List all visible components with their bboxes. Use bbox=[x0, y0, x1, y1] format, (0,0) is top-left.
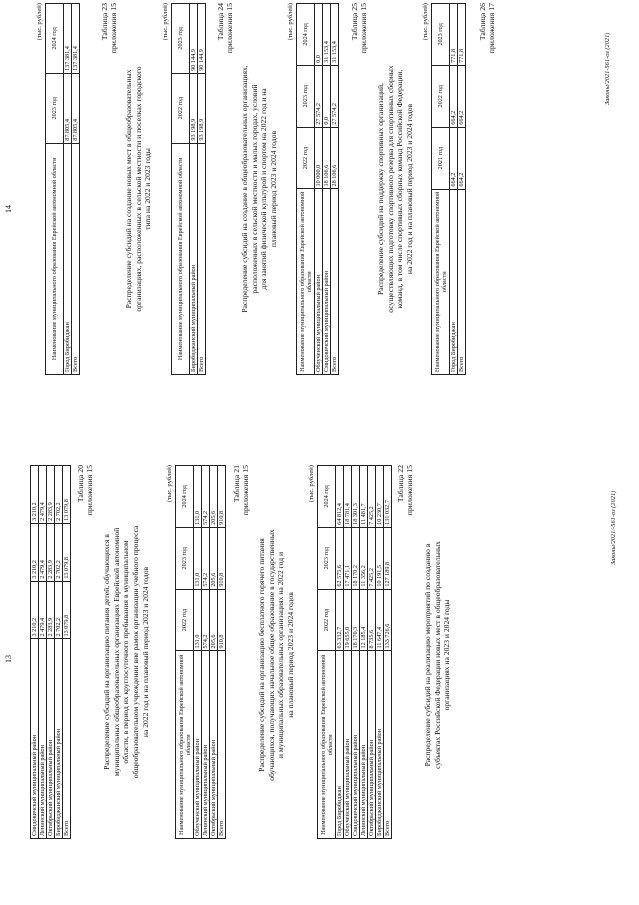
table23-unit: (тыс. рублей) bbox=[162, 3, 169, 41]
value-cell: 8 735,6 bbox=[368, 589, 376, 651]
table-row bbox=[384, 466, 392, 839]
value-cell: 7 425,2 bbox=[368, 527, 376, 589]
table25 bbox=[431, 3, 466, 375]
table23-header-2022: 2022 год bbox=[172, 73, 190, 143]
top-table-header-name: Наименование муниципального образования Еврейской автономной области bbox=[46, 143, 64, 374]
table-row bbox=[450, 4, 458, 375]
value-cell: 93 198,9 bbox=[190, 73, 198, 143]
row-name-cell: Всего bbox=[384, 651, 392, 839]
table23-header-2023: 2023 год bbox=[172, 4, 190, 74]
value-cell: 3 210,2 bbox=[31, 581, 39, 639]
table21 bbox=[317, 465, 392, 839]
value-cell: 664,2 bbox=[450, 127, 458, 189]
row-name-cell: Октябрьский муниципальный район bbox=[210, 651, 218, 839]
value-cell: 31 153,4 bbox=[323, 4, 331, 66]
value-cell: 18 106,6 bbox=[323, 127, 331, 189]
table20-heading: Распределение субсидий на организацию питания детей, обучающихся в муниципальных общеобразовательных организациях Еврейской автономной области, в период их круглосуточного пребывания в муниципальном общеобразовательном учреждении вне рамок организации учебного процесса на 2022 год и на плановый период 2023 и 2024 годов bbox=[102, 525, 150, 779]
row-name-cell: Всего bbox=[63, 639, 71, 839]
table-row bbox=[315, 4, 323, 375]
table-row bbox=[47, 466, 55, 839]
table21-heading: Распределение субсидий на организацию бесплатного горячего питания обучающихся, получающих начальное общее образование в государственных и муниципальных образовательных организациях на 2022 год и на плановый период 2023 и 2024 годов bbox=[257, 529, 296, 781]
row-name-cell: Октябрьский муниципальный район bbox=[47, 639, 55, 839]
value-cell: 2 479,4 bbox=[39, 581, 47, 639]
value-cell: 0,0 bbox=[323, 65, 331, 127]
table-row bbox=[458, 4, 466, 375]
table25-header-2023: 2023 год bbox=[432, 4, 450, 66]
value-cell: 11 356,2 bbox=[360, 527, 368, 589]
page-number-14: 14 bbox=[4, 205, 13, 213]
value-cell: 10 000,0 bbox=[315, 127, 323, 189]
table24-header-2024: 2024 год bbox=[297, 4, 315, 66]
value-cell: 90 144,9 bbox=[190, 4, 198, 74]
value-cell: 2 702,2 bbox=[55, 466, 63, 524]
row-name-cell: Смидовичский муниципальный район bbox=[323, 189, 331, 375]
table25-header-name: Наименование муниципального образования Еврейской автономной области bbox=[432, 189, 450, 374]
value-cell: 131,0 bbox=[194, 466, 202, 528]
table20-label: Таблица 20 приложения 15 bbox=[76, 465, 95, 516]
value-cell: 205,6 bbox=[210, 466, 218, 528]
table-row bbox=[72, 4, 80, 375]
page-number-13: 13 bbox=[4, 655, 13, 663]
table-row bbox=[368, 466, 376, 839]
value-cell: 3 210,2 bbox=[31, 466, 39, 524]
table-row bbox=[336, 466, 344, 839]
table-row bbox=[360, 466, 368, 839]
table-row bbox=[376, 466, 384, 839]
table-row bbox=[64, 4, 72, 375]
table21-header-2023: 2023 год bbox=[318, 527, 336, 589]
table23-label: Таблица 23 приложения 15 bbox=[100, 3, 119, 54]
table-row bbox=[331, 4, 339, 375]
row-name-cell: Облученский муниципальный район bbox=[194, 651, 202, 839]
table24-label: Таблица 24 приложения 15 bbox=[216, 3, 235, 54]
table25-label: Таблица 25 приложения 15 bbox=[350, 3, 369, 54]
right-top-table bbox=[45, 3, 80, 375]
row-name-cell: Смидовичский муниципальный район bbox=[352, 651, 360, 839]
table20 bbox=[175, 465, 226, 839]
table-row bbox=[218, 466, 226, 839]
value-cell: 3 210,2 bbox=[31, 523, 39, 581]
top-table-unit: (тыс. рублей) bbox=[36, 3, 43, 41]
table-row bbox=[63, 466, 71, 839]
value-cell: 64 812,4 bbox=[336, 466, 344, 528]
value-cell: 19 655,0 bbox=[344, 589, 352, 651]
table-row bbox=[210, 466, 218, 839]
row-name-cell: Город Биробиджан bbox=[450, 189, 458, 374]
table-row bbox=[323, 4, 331, 375]
value-cell: 17 471,1 bbox=[344, 527, 352, 589]
value-cell: 131,0 bbox=[194, 527, 202, 589]
table24-unit: (тыс. рублей) bbox=[287, 3, 294, 41]
value-cell: 771,8 bbox=[458, 4, 466, 66]
row-name-cell: Смидовичский муниципальный район bbox=[31, 639, 39, 839]
row-name-cell: Ленинский муниципальный район bbox=[202, 651, 210, 839]
value-cell: 18 170,3 bbox=[352, 589, 360, 651]
value-cell: 2 283,9 bbox=[47, 466, 55, 524]
footer-mark-left: Законы/2021/-561-оз (2021) bbox=[610, 490, 617, 565]
value-cell: 131 032,7 bbox=[384, 466, 392, 528]
row-name-cell: Биробиджанский муниципальный район bbox=[376, 651, 384, 839]
table25-heading: Распределение субсидий на поддержку спортивных организаций, осуществляющих подготовку спортивного резерва для спортивных сборных команд, в том числе спортивных сборных команд Российской Федерации, на 2022 год и на плановый период 2023 и 2024 годов bbox=[376, 65, 415, 313]
value-cell: 664,2 bbox=[458, 65, 466, 127]
table22-heading: Распределение субсидий на реализацию мероприятий по созданию в субъектах Российской Федерации новых мест в общеобразовательных организациях на 2023 и 2024 годы bbox=[423, 541, 452, 769]
row-name-cell: Всего bbox=[331, 189, 339, 375]
value-cell: 18 170,2 bbox=[352, 527, 360, 589]
row-name-cell: Ленинский муниципальный район bbox=[360, 651, 368, 839]
table20-unit: (тыс. рублей) bbox=[166, 465, 173, 503]
table21-header-name: Наименование муниципального образования Еврейской автономной области bbox=[318, 651, 336, 839]
table23-heading: Распределение субсидий на создание новых мест в общеобразовательных организациях, расположенных в сельской местности и поселках городского типа на 2022 и 2023 годы bbox=[124, 66, 153, 312]
value-cell: 27 574,2 bbox=[331, 65, 339, 127]
value-cell: 28 106,6 bbox=[331, 127, 339, 189]
table23 bbox=[171, 3, 206, 375]
table23-header-name: Наименование муниципального образования Еврейской автономной области bbox=[172, 143, 190, 374]
row-name-cell: Город Биробиджан bbox=[336, 651, 344, 839]
row-name-cell: Всего bbox=[458, 189, 466, 374]
value-cell: 11 481,7 bbox=[360, 466, 368, 528]
table24-header-name: Наименование муниципального образования Еврейской автономной области bbox=[297, 189, 315, 375]
value-cell: 7 425,2 bbox=[368, 466, 376, 528]
value-cell: 13 079,8 bbox=[63, 523, 71, 581]
value-cell: 2 283,9 bbox=[47, 523, 55, 581]
value-cell: 0,0 bbox=[315, 4, 323, 66]
table20-header-name: Наименование муниципального образования Еврейской автономной области bbox=[176, 651, 194, 839]
continued-table bbox=[30, 465, 71, 839]
row-name-cell: Всего bbox=[72, 143, 80, 374]
table25-header-2021: 2021 год bbox=[432, 127, 450, 189]
row-name-cell: Биробиджанский муниципальный район bbox=[55, 639, 63, 839]
row-name-cell: Облученский муниципальный район bbox=[315, 189, 323, 375]
table22-label: Таблица 22 приложения 15 bbox=[396, 465, 415, 516]
value-cell: 574,2 bbox=[202, 527, 210, 589]
table-row bbox=[198, 4, 206, 375]
value-cell: 910,8 bbox=[218, 466, 226, 528]
footer-mark-right: Законы/2021-561-оз (2021) bbox=[604, 32, 611, 105]
value-cell: 133 726,6 bbox=[384, 589, 392, 651]
row-name-cell: Всего bbox=[198, 143, 206, 374]
value-cell: 137 381,4 bbox=[72, 4, 80, 74]
table24-heading: Распределение субсидий на создание в общеобразовательных организациях, расположенных в сельской местности и малых городах, условий для занятий физической культурой и спортом на 2022 год и на плановый период 2023 и 2024 годов bbox=[240, 65, 279, 313]
top-table-header-2024: 2024 год bbox=[46, 4, 64, 74]
value-cell: 664,2 bbox=[458, 127, 466, 189]
value-cell: 10 191,5 bbox=[376, 527, 384, 589]
value-cell: 12 185,4 bbox=[360, 589, 368, 651]
row-name-cell: Город Биробиджан bbox=[64, 143, 72, 374]
value-cell: 127 189,8 bbox=[384, 527, 392, 589]
table24 bbox=[296, 3, 339, 375]
value-cell: 131,0 bbox=[194, 589, 202, 651]
table20-header-2024: 2024 год bbox=[176, 466, 194, 528]
value-cell: 574,2 bbox=[202, 589, 210, 651]
table-row bbox=[352, 466, 360, 839]
table24-header-2022: 2022 год bbox=[297, 127, 315, 189]
row-name-cell: Всего bbox=[218, 651, 226, 839]
table25-unit: (тыс. рублей) bbox=[422, 3, 429, 41]
table21-header-2022: 2022 год bbox=[318, 589, 336, 651]
table-row bbox=[194, 466, 202, 839]
value-cell: 205,6 bbox=[210, 589, 218, 651]
value-cell: 11 647,4 bbox=[376, 589, 384, 651]
value-cell: 27 574,2 bbox=[315, 65, 323, 127]
value-cell: 62 575,6 bbox=[336, 527, 344, 589]
value-cell: 574,2 bbox=[202, 466, 210, 528]
value-cell: 31 153,4 bbox=[331, 4, 339, 66]
value-cell: 910,8 bbox=[218, 589, 226, 651]
value-cell: 205,6 bbox=[210, 527, 218, 589]
table20-header-2022: 2022 год bbox=[176, 589, 194, 651]
value-cell: 137 381,4 bbox=[64, 4, 72, 74]
table26-label: Таблица 26 приложения 17 bbox=[478, 3, 497, 54]
table-row bbox=[31, 466, 39, 839]
value-cell: 13 079,8 bbox=[63, 581, 71, 639]
value-cell: 664,2 bbox=[450, 65, 458, 127]
value-cell: 18 781,4 bbox=[344, 466, 352, 528]
table21-header-2024: 2024 год bbox=[318, 466, 336, 528]
row-name-cell: Биробиджанский муниципальный район bbox=[190, 143, 198, 374]
top-table-header-2023: 2023 год bbox=[46, 73, 64, 143]
value-cell: 2 702,2 bbox=[55, 523, 63, 581]
value-cell: 2 283,9 bbox=[47, 581, 55, 639]
table25-header-2022: 2022 год bbox=[432, 65, 450, 127]
value-cell: 13 079,8 bbox=[63, 466, 71, 524]
table-row bbox=[55, 466, 63, 839]
value-cell: 771,8 bbox=[450, 4, 458, 66]
value-cell: 90 144,9 bbox=[198, 4, 206, 74]
table-row bbox=[202, 466, 210, 839]
value-cell: 2 479,4 bbox=[39, 466, 47, 524]
value-cell: 910,8 bbox=[218, 527, 226, 589]
value-cell: 18 301,3 bbox=[352, 466, 360, 528]
table24-header-2023: 2023 год bbox=[297, 65, 315, 127]
value-cell: 87 805,4 bbox=[72, 73, 80, 143]
value-cell: 93 198,9 bbox=[198, 73, 206, 143]
value-cell: 63 332,7 bbox=[336, 589, 344, 651]
table-row bbox=[190, 4, 198, 375]
table21-unit: (тыс. рублей) bbox=[308, 465, 315, 503]
table-row bbox=[344, 466, 352, 839]
value-cell: 10 230,7 bbox=[376, 466, 384, 528]
value-cell: 87 805,4 bbox=[64, 73, 72, 143]
value-cell: 2 702,2 bbox=[55, 581, 63, 639]
table21-label: Таблица 21 приложения 15 bbox=[232, 465, 251, 516]
row-name-cell: Облученский муниципальный район bbox=[344, 651, 352, 839]
table20-header-2023: 2023 год bbox=[176, 527, 194, 589]
row-name-cell: Ленинский муниципальный район bbox=[39, 639, 47, 839]
value-cell: 2 479,4 bbox=[39, 523, 47, 581]
table-row bbox=[39, 466, 47, 839]
row-name-cell: Октябрьский муниципальный район bbox=[368, 651, 376, 839]
